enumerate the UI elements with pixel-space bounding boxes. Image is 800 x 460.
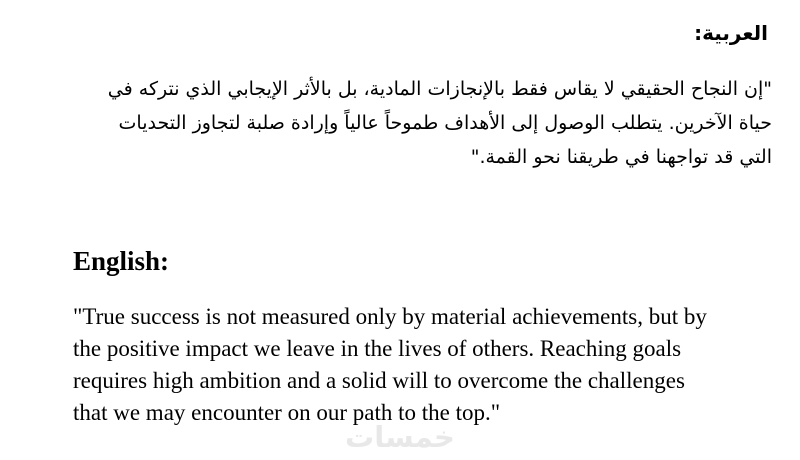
arabic-paragraph-line-2: حياة الآخرين. يتطلب الوصول إلى الأهداف طموحاً عالياً وإرادة صلبة لتجاوز التحديات <box>118 112 772 134</box>
english-section-heading: English: <box>73 246 170 276</box>
arabic-paragraph-line-3: التي قد تواجهنا في طريقنا نحو القمة." <box>470 146 772 168</box>
arabic-paragraph <box>20 72 772 174</box>
english-paragraph-line-2: the positive impact we leave in the lives of others. Reaching goals <box>73 336 682 361</box>
english-paragraph-line-4: that we may encounter on our path to the top." <box>73 400 501 425</box>
english-paragraph <box>73 301 790 429</box>
arabic-section-heading: العربية: <box>694 21 768 45</box>
arabic-paragraph-line-1: "إن النجاح الحقيقي لا يقاس فقط بالإنجازات المادية، بل بالأثر الإيجابي الذي نتركه في <box>107 78 772 100</box>
khamsat-watermark: خمسات <box>345 420 455 454</box>
english-paragraph-line-3: requires high ambition and a solid will to overcome the challenges <box>73 368 685 393</box>
english-paragraph-line-1: "True success is not measured only by material achievements, but by <box>73 304 707 329</box>
